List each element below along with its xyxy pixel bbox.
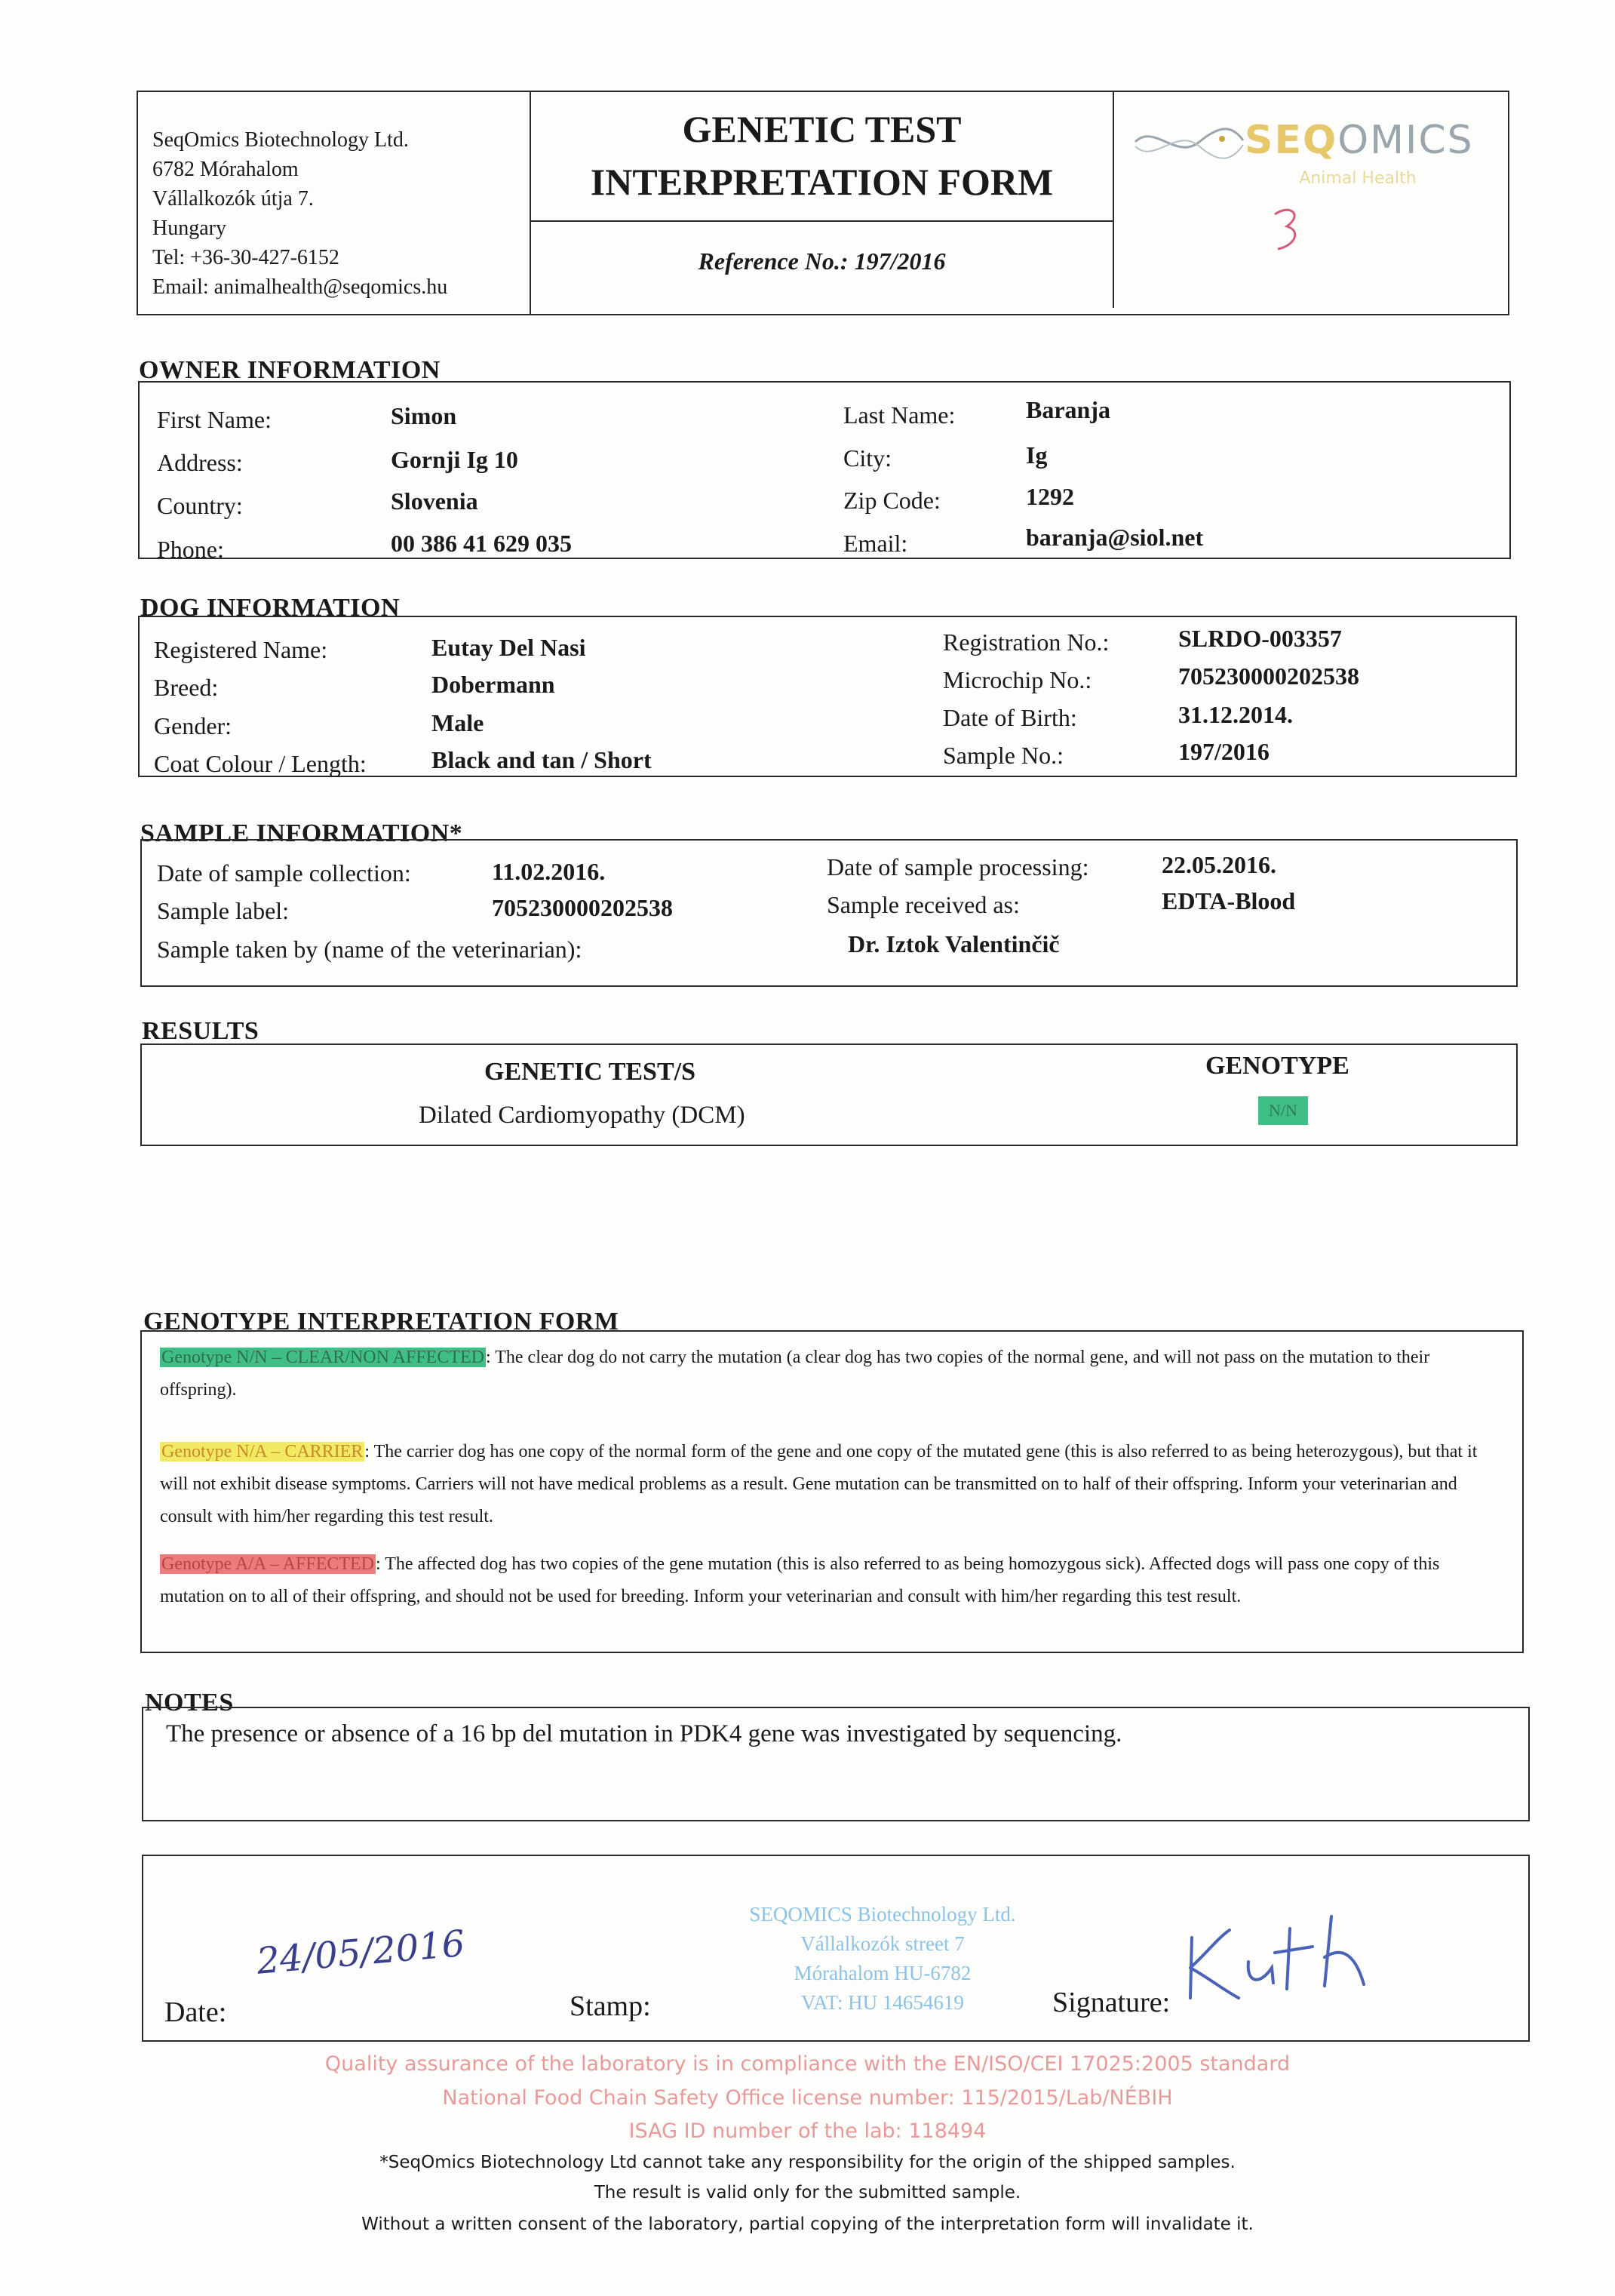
dog-gender-label: Gender: bbox=[154, 712, 232, 739]
results-section-title: RESULTS bbox=[142, 1017, 259, 1045]
logo-text bbox=[1245, 118, 1474, 163]
dog-coat-label: Coat Colour / Length: bbox=[154, 750, 367, 777]
signoff-signature-label: Signature: bbox=[1052, 1987, 1171, 2018]
dog-microchip-label: Microchip No.: bbox=[943, 666, 1092, 693]
owner-email: baranja@siol.net bbox=[1026, 524, 1204, 551]
dog-breed: Dobermann bbox=[431, 671, 555, 698]
handwritten-date: 24/05/2016 bbox=[255, 1922, 467, 1983]
company-tel: Tel: +36-30-427-6152 bbox=[152, 246, 339, 269]
logo-text-light: OMICS bbox=[1337, 118, 1474, 163]
sample-label-label: Sample label: bbox=[157, 897, 290, 924]
interpretation-carrier bbox=[160, 1436, 1507, 1533]
dog-coat: Black and tan / Short bbox=[431, 746, 652, 773]
genotype-affected-text: : The affected dog has two copies of the gene mutation (this is also referred to as being homozygous sick). Affected dogs will pass one copy of this mutation on to all of their offspring, and should not be used for breeding. Inform your veterinarian and consult with him/her regarding this test result. bbox=[160, 1554, 1440, 1606]
results-col-genotype: GENOTYPE bbox=[1205, 1052, 1349, 1080]
footer-disclaimer-line1: *SeqOmics Biotechnology Ltd cannot take any responsibility for the origin of the shipped samples. bbox=[379, 2153, 1236, 2172]
owner-country-label: Country: bbox=[157, 492, 243, 519]
sample-taken-by: Dr. Iztok Valentinčič bbox=[848, 930, 1060, 957]
sample-received: EDTA-Blood bbox=[1162, 887, 1296, 914]
owner-last-name: Baranja bbox=[1026, 396, 1110, 423]
owner-phone-label: Phone: bbox=[157, 536, 224, 563]
stamp-line1: SEQOMICS Biotechnology Ltd. bbox=[749, 1903, 1016, 1926]
footer-qa-line2: National Food Chain Safety Office license number: 115/2015/Lab/NÉBIH bbox=[442, 2086, 1173, 2110]
footer-disclaimer-line2: The result is valid only for the submitted sample. bbox=[594, 2183, 1021, 2202]
signoff-stamp-label: Stamp: bbox=[570, 1990, 651, 2022]
dog-dob-label: Date of Birth: bbox=[943, 704, 1077, 731]
owner-address-label: Address: bbox=[157, 449, 243, 476]
seqomics-logo bbox=[1131, 113, 1501, 249]
owner-address: Gornji Ig 10 bbox=[391, 446, 518, 473]
genotype-affected-highlight: Genotype A/A – AFFECTED bbox=[161, 1554, 375, 1574]
form-title-line1: GENETIC TEST bbox=[682, 108, 962, 150]
interpretation-section-title: GENOTYPE INTERPRETATION FORM bbox=[143, 1308, 619, 1335]
logo-tagline: Animal Health bbox=[1299, 169, 1417, 188]
dog-gender: Male bbox=[431, 709, 484, 736]
footer-qa-line1: Quality assurance of the laboratory is in compliance with the EN/ISO/CEI 17025:2005 standard bbox=[324, 2052, 1291, 2076]
initials-mark-icon bbox=[1267, 204, 1313, 257]
owner-zip: 1292 bbox=[1026, 483, 1074, 510]
signoff-date-label: Date: bbox=[164, 1996, 227, 2028]
sample-collection-label: Date of sample collection: bbox=[157, 859, 411, 887]
owner-section-title: OWNER INFORMATION bbox=[139, 356, 441, 384]
stamp-line2: Vállalkozók street 7 bbox=[800, 1932, 965, 1955]
owner-city: Ig bbox=[1026, 441, 1048, 469]
header-divider-right bbox=[1113, 91, 1114, 308]
genotype-carrier-text: : The carrier dog has one copy of the normal form of the gene and one copy of the mutated gene (this is also referred to as being heterozygous), but that it will not exhibit disease symptoms. Carriers will not have medical problems as a result. Gene mutation can be transmitted on to half of their offspring. Inform your veterinarian and consult with him/her regarding this test result. bbox=[160, 1442, 1478, 1526]
footer-qa-line3: ISAG ID number of the lab: 118494 bbox=[628, 2119, 987, 2143]
owner-email-label: Email: bbox=[843, 530, 908, 557]
company-country: Hungary bbox=[152, 217, 226, 240]
company-stamp bbox=[679, 1900, 1086, 2018]
sample-section-title: SAMPLE INFORMATION* bbox=[140, 819, 463, 847]
dog-sample-no: 197/2016 bbox=[1178, 738, 1270, 765]
footer-disclaimer-line3: Without a written consent of the laboratory, partial copying of the interpretation form will invalidate it. bbox=[361, 2215, 1254, 2234]
results-test-name: Dilated Cardiomyopathy (DCM) bbox=[419, 1102, 745, 1129]
sample-received-label: Sample received as: bbox=[827, 891, 1020, 918]
results-genotype: N/N bbox=[1258, 1096, 1308, 1125]
sample-label: 705230000202538 bbox=[492, 894, 673, 921]
genotype-carrier-highlight: Genotype N/A – CARRIER bbox=[161, 1442, 364, 1462]
form-title bbox=[531, 103, 1113, 208]
dog-sample-no-label: Sample No.: bbox=[943, 742, 1064, 769]
results-col-test: GENETIC TEST/S bbox=[484, 1058, 696, 1086]
genotype-clear-text: : The clear dog do not carry the mutation (a clear dog has two copies of the normal gene, and will not pass on the mutation to their offspring). bbox=[160, 1348, 1430, 1400]
dog-section-title: DOG INFORMATION bbox=[140, 594, 401, 622]
owner-zip-label: Zip Code: bbox=[843, 487, 941, 514]
notes-section-title: NOTES bbox=[145, 1689, 234, 1717]
logo-text-bold: SEQ bbox=[1245, 118, 1338, 163]
owner-first-name: Simon bbox=[391, 402, 457, 429]
dna-swirl-icon bbox=[1131, 119, 1245, 164]
sample-processing: 22.05.2016. bbox=[1162, 851, 1276, 878]
dog-microchip: 705230000202538 bbox=[1178, 662, 1359, 690]
sample-processing-label: Date of sample processing: bbox=[827, 853, 1089, 881]
reference-number: Reference No.: 197/2016 bbox=[698, 247, 946, 275]
interpretation-clear bbox=[160, 1342, 1507, 1406]
company-address bbox=[152, 125, 447, 302]
company-email: Email: animalhealth@seqomics.hu bbox=[152, 275, 448, 299]
company-name: SeqOmics Biotechnology Ltd. bbox=[152, 128, 409, 152]
owner-city-label: City: bbox=[843, 444, 892, 472]
owner-phone: 00 386 41 629 035 bbox=[391, 530, 572, 557]
interpretation-affected bbox=[160, 1548, 1507, 1613]
dog-reg-name: Eutay Del Nasi bbox=[431, 634, 586, 661]
owner-box bbox=[138, 381, 1511, 559]
dog-dob: 31.12.2014. bbox=[1178, 701, 1293, 728]
dog-breed-label: Breed: bbox=[154, 674, 219, 701]
form-title-line2: INTERPRETATION FORM bbox=[590, 161, 1054, 203]
company-street: Vállalkozók útja 7. bbox=[152, 187, 314, 211]
sample-collection: 11.02.2016. bbox=[492, 858, 606, 885]
sample-taken-by-label: Sample taken by (name of the veterinarian): bbox=[157, 936, 582, 963]
stamp-line4: VAT: HU 14654619 bbox=[801, 1991, 964, 2014]
dog-reg-no-label: Registration No.: bbox=[943, 629, 1110, 656]
owner-last-name-label: Last Name: bbox=[843, 401, 956, 429]
dog-reg-name-label: Registered Name: bbox=[154, 636, 328, 663]
dog-reg-no: SLRDO-003357 bbox=[1178, 625, 1342, 652]
header-divider-middle bbox=[530, 220, 1113, 222]
genotype-clear-highlight: Genotype N/N – CLEAR/NON AFFECTED bbox=[161, 1348, 484, 1367]
owner-country: Slovenia bbox=[391, 487, 478, 515]
stamp-line3: Mórahalom HU-6782 bbox=[794, 1962, 972, 1984]
company-zip-city: 6782 Mórahalom bbox=[152, 158, 299, 181]
notes-text: The presence or absence of a 16 bp del mutation in PDK4 gene was investigated by sequencing. bbox=[166, 1720, 1122, 1747]
owner-first-name-label: First Name: bbox=[157, 406, 272, 433]
signature-icon bbox=[1177, 1907, 1373, 2006]
